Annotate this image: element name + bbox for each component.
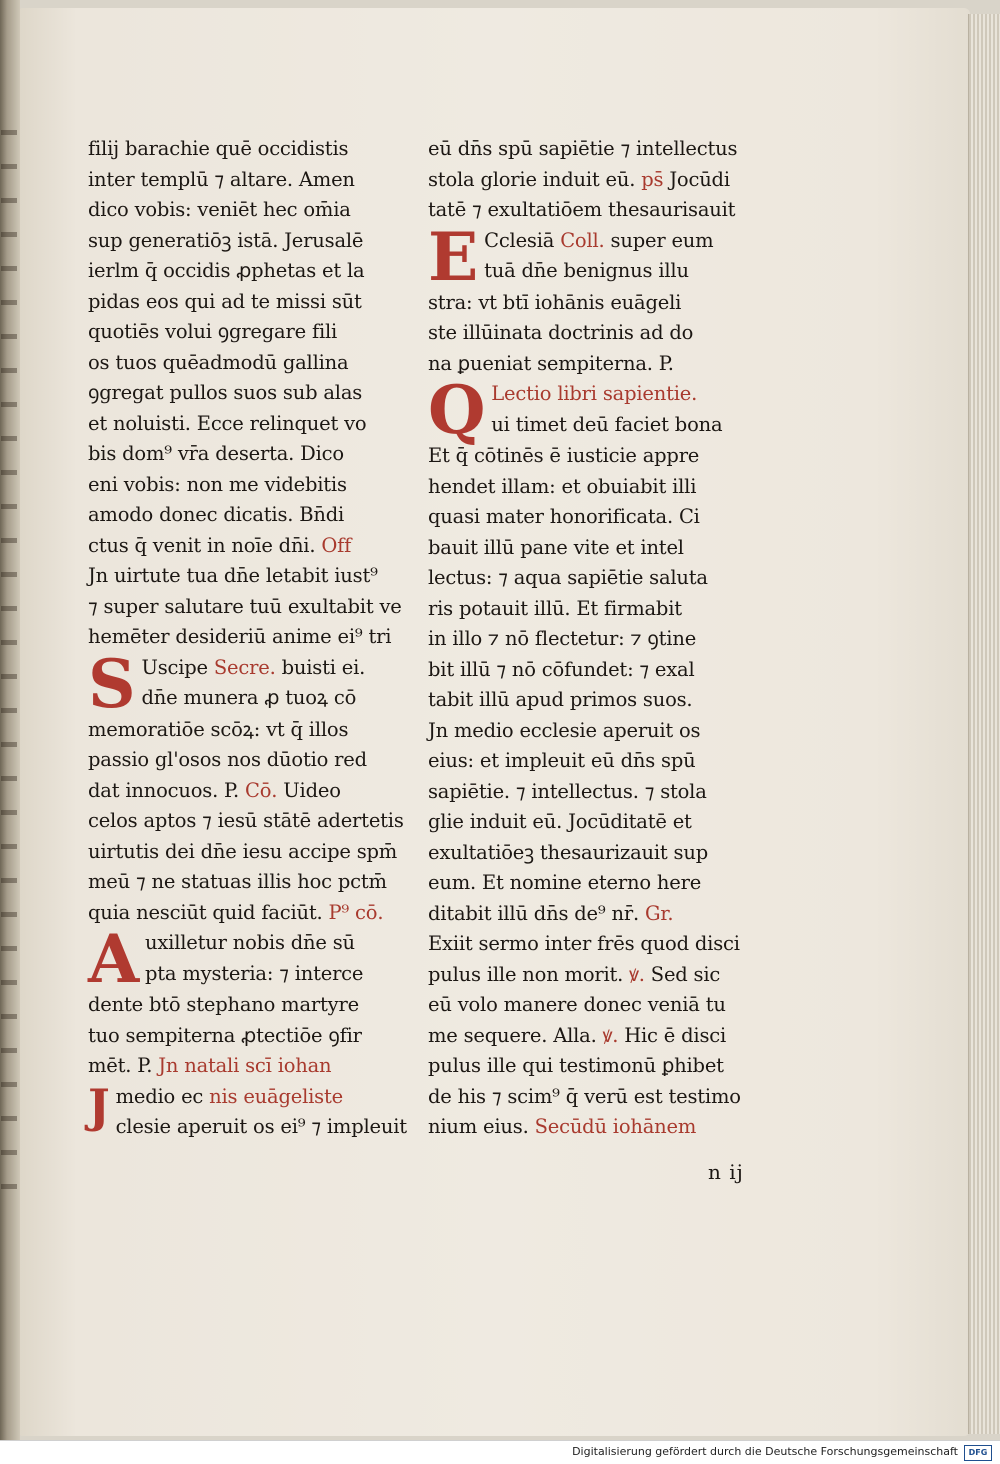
text-line: ste illūinata doctrinis ad do (428, 321, 694, 344)
rubric-offertory: Off (321, 533, 352, 557)
text-line: amodo donec dicatis. Bn̄di (88, 503, 345, 526)
text-line: glie induit eū. Jocūditatē et (428, 810, 692, 833)
footer-bar (0, 1440, 1000, 1464)
red-initial-a: A (88, 920, 140, 998)
rubric-lectio: Lectio libri sapientie. (491, 382, 698, 405)
text-line: celos aptos ⁊ iesū stātē adertetis (88, 809, 404, 832)
text-line-with-rubric (428, 1021, 772, 1052)
text-span: mēt. P. (88, 1054, 153, 1077)
text-line: pulus ille qui testimonū ꝑhibet (428, 1054, 724, 1077)
text-line: ris potauit illū. Et firmabit (428, 596, 682, 620)
rubric-gradual: Gr. (644, 901, 674, 925)
text-span: Cclesiā (484, 228, 555, 252)
text-line: dico vobis: veniēt hec om̄ia (88, 198, 351, 221)
text-line: tatē ⁊ exultatiōem thesaurisauit (428, 198, 736, 221)
text-line: eū dn̄s spū sapiētie ⁊ intellectus (428, 137, 738, 160)
text-line: Jn uirtute tua dn̄e letabit iust⁹ (88, 564, 378, 587)
text-line: dente btō stephano martyre (88, 993, 359, 1016)
text-line-with-rubric (428, 1112, 772, 1143)
text-line: tuo sempiterna ꝓtectiōe ꝯfir (88, 1023, 362, 1047)
text-line: de his ⁊ scim⁹ q̄ verū est testimo (428, 1084, 741, 1108)
text-line: et noluisti. Ecce relinquet vo (88, 411, 367, 435)
text-span: Jocūdi (669, 167, 730, 191)
text-span: pulus ille non morit. (428, 962, 624, 986)
rubric-versicle: ꝟ. (629, 962, 645, 986)
left-text-column (88, 134, 432, 1143)
text-span: ctus q̄ venit in noīe dn̄i. (88, 533, 316, 557)
text-line-with-rubric (88, 1051, 432, 1082)
text-line: tabit illū apud primos suos. (428, 688, 693, 711)
text-line: Exiit sermo inter frēs quod disci (428, 932, 740, 955)
text-line: ierlm q̄ occidis ꝓphetas et la (88, 259, 365, 282)
red-initial-e: E (428, 217, 479, 296)
red-initial-q: Q (428, 371, 486, 449)
text-line: inter templū ⁊ altare. Amen (88, 167, 355, 191)
text-line: quasi mater honorificata. Ci (428, 505, 700, 528)
text-line: exultatiōeꝫ thesaurizauit sup (428, 840, 708, 864)
right-text-column (428, 134, 772, 1143)
text-span: ditabit illū dn̄s de⁹ nr̄. (428, 901, 639, 925)
text-line-with-rubric (88, 653, 432, 684)
funding-notice: Digitalisierung gefördert durch die Deutsche Forschungsgemeinschaft (572, 1445, 958, 1458)
dfg-logo: DFG (964, 1445, 992, 1461)
text-line-with-rubric (428, 960, 772, 991)
text-span: dat innocuos. P. (88, 778, 240, 802)
text-line: hendet illam: et obuiabit illi (428, 474, 697, 498)
text-line-with-rubric (428, 165, 772, 196)
text-line: clesie aperuit os ei⁹ ⁊ impleuit (115, 1115, 407, 1138)
text-line: bit illū ⁊ nō cōfundet: ⁊ exal (428, 657, 695, 681)
text-line: Jn medio ecclesie aperuit os (428, 718, 701, 742)
rubric-communion: Cō. (245, 778, 278, 802)
rubric-secret: Secre. (213, 655, 276, 679)
book-fore-edge (968, 14, 1000, 1434)
text-span: Hic ē disci (624, 1023, 727, 1047)
text-line: bis dom⁹ vr̄a deserta. Dico (88, 442, 344, 465)
rubric-collect: Coll. (560, 228, 605, 252)
text-span: me sequere. Alla. (428, 1023, 597, 1047)
text-line: pta mysteria: ⁊ interce (145, 961, 364, 985)
text-line: dn̄e munera ꝓ tuoꝝ cō (141, 686, 357, 709)
rubric-feast-title-cont: nis euāgeliste (209, 1084, 343, 1108)
text-line-with-rubric (88, 531, 432, 562)
text-line-with-rubric (428, 226, 772, 257)
rubric-feast-title: Jn natali scī iohan (158, 1054, 332, 1077)
text-line-with-rubric (88, 898, 432, 929)
text-line: sup generatiōꝫ istā. Jerusalē (88, 228, 364, 252)
text-line: ⁊ super salutare tuū exultabit ve (88, 594, 402, 618)
rubric-psalm: ps̄ (641, 167, 664, 191)
text-span: medio ec (115, 1084, 204, 1108)
rubric-postcommunion: P⁹ cō. (328, 900, 384, 924)
text-line: in illo ⁊ nō flectetur: ⁊ ꝯtine (428, 627, 697, 650)
text-line: lectus: ⁊ aqua sapiētie saluta (428, 566, 708, 589)
text-line: memoratiōe scōꝝ: vt q̄ illos (88, 717, 349, 741)
text-line: ꝯgregat pullos suos sub alas (88, 381, 363, 404)
text-line: stra: vt btī iohānis euāgeli (428, 290, 682, 314)
text-line: tuā dn̄e benignus illu (484, 259, 689, 282)
text-line: sapiētie. ⁊ intellectus. ⁊ stola (428, 779, 707, 803)
rubric-versicle: ꝟ. (602, 1023, 619, 1047)
red-initial-s: S (88, 644, 136, 723)
red-initial-i: J (88, 1078, 110, 1133)
text-line: bauit illū pane vite et intel (428, 535, 684, 559)
text-line: eū volo manere donec veniā tu (428, 993, 726, 1016)
text-span: Uscipe (141, 655, 208, 679)
text-line: meū ⁊ ne statuas illis hoc pctm̄ (88, 870, 387, 893)
text-line: na ꝑueniat sempiterna. P. (428, 351, 674, 375)
text-line: eius: et impleuit eū dn̄s spū (428, 749, 696, 772)
text-span: stola glorie induit eū. (428, 167, 636, 191)
signature-mark: n ij (708, 1160, 744, 1184)
text-line: pidas eos qui ad te missi sūt (88, 289, 362, 313)
text-line: passio gl'osos nos dūotio red (88, 748, 367, 771)
text-line: quotiēs volui ꝯgregare fili (88, 320, 338, 343)
text-line: os tuos quēadmodū gallina (88, 350, 349, 374)
text-line: Et q̄ cōtinēs ē iusticie appre (428, 444, 700, 467)
text-line-with-rubric (428, 899, 772, 930)
text-line: ui timet deū faciet bona (491, 412, 723, 436)
text-line: eum. Et nomine eterno here (428, 871, 702, 894)
text-span: Sed sic (650, 962, 721, 986)
text-line-with-rubric (88, 776, 432, 807)
text-span: buisti ei. (281, 655, 366, 679)
text-line: hemēter desideriū anime ei⁹ tri (88, 625, 392, 648)
text-line-with-rubric (88, 1082, 432, 1113)
text-span: super eum (610, 228, 714, 252)
previous-page-text-fragments (1, 130, 17, 1210)
text-span: Uideo (283, 778, 341, 802)
text-span: nium eius. (428, 1115, 529, 1138)
text-span: quia nesciūt quid faciūt. (88, 900, 323, 924)
text-line: uirtutis dei dn̄e iesu accipe spm̄ (88, 839, 398, 863)
text-line: eni vobis: non me videbitis (88, 472, 347, 496)
rubric-gospel: Secūdū iohānem (534, 1115, 697, 1138)
text-line: uxilletur nobis dn̄e sū (145, 931, 355, 954)
text-line: filij barachie quē occidistis (88, 137, 349, 160)
